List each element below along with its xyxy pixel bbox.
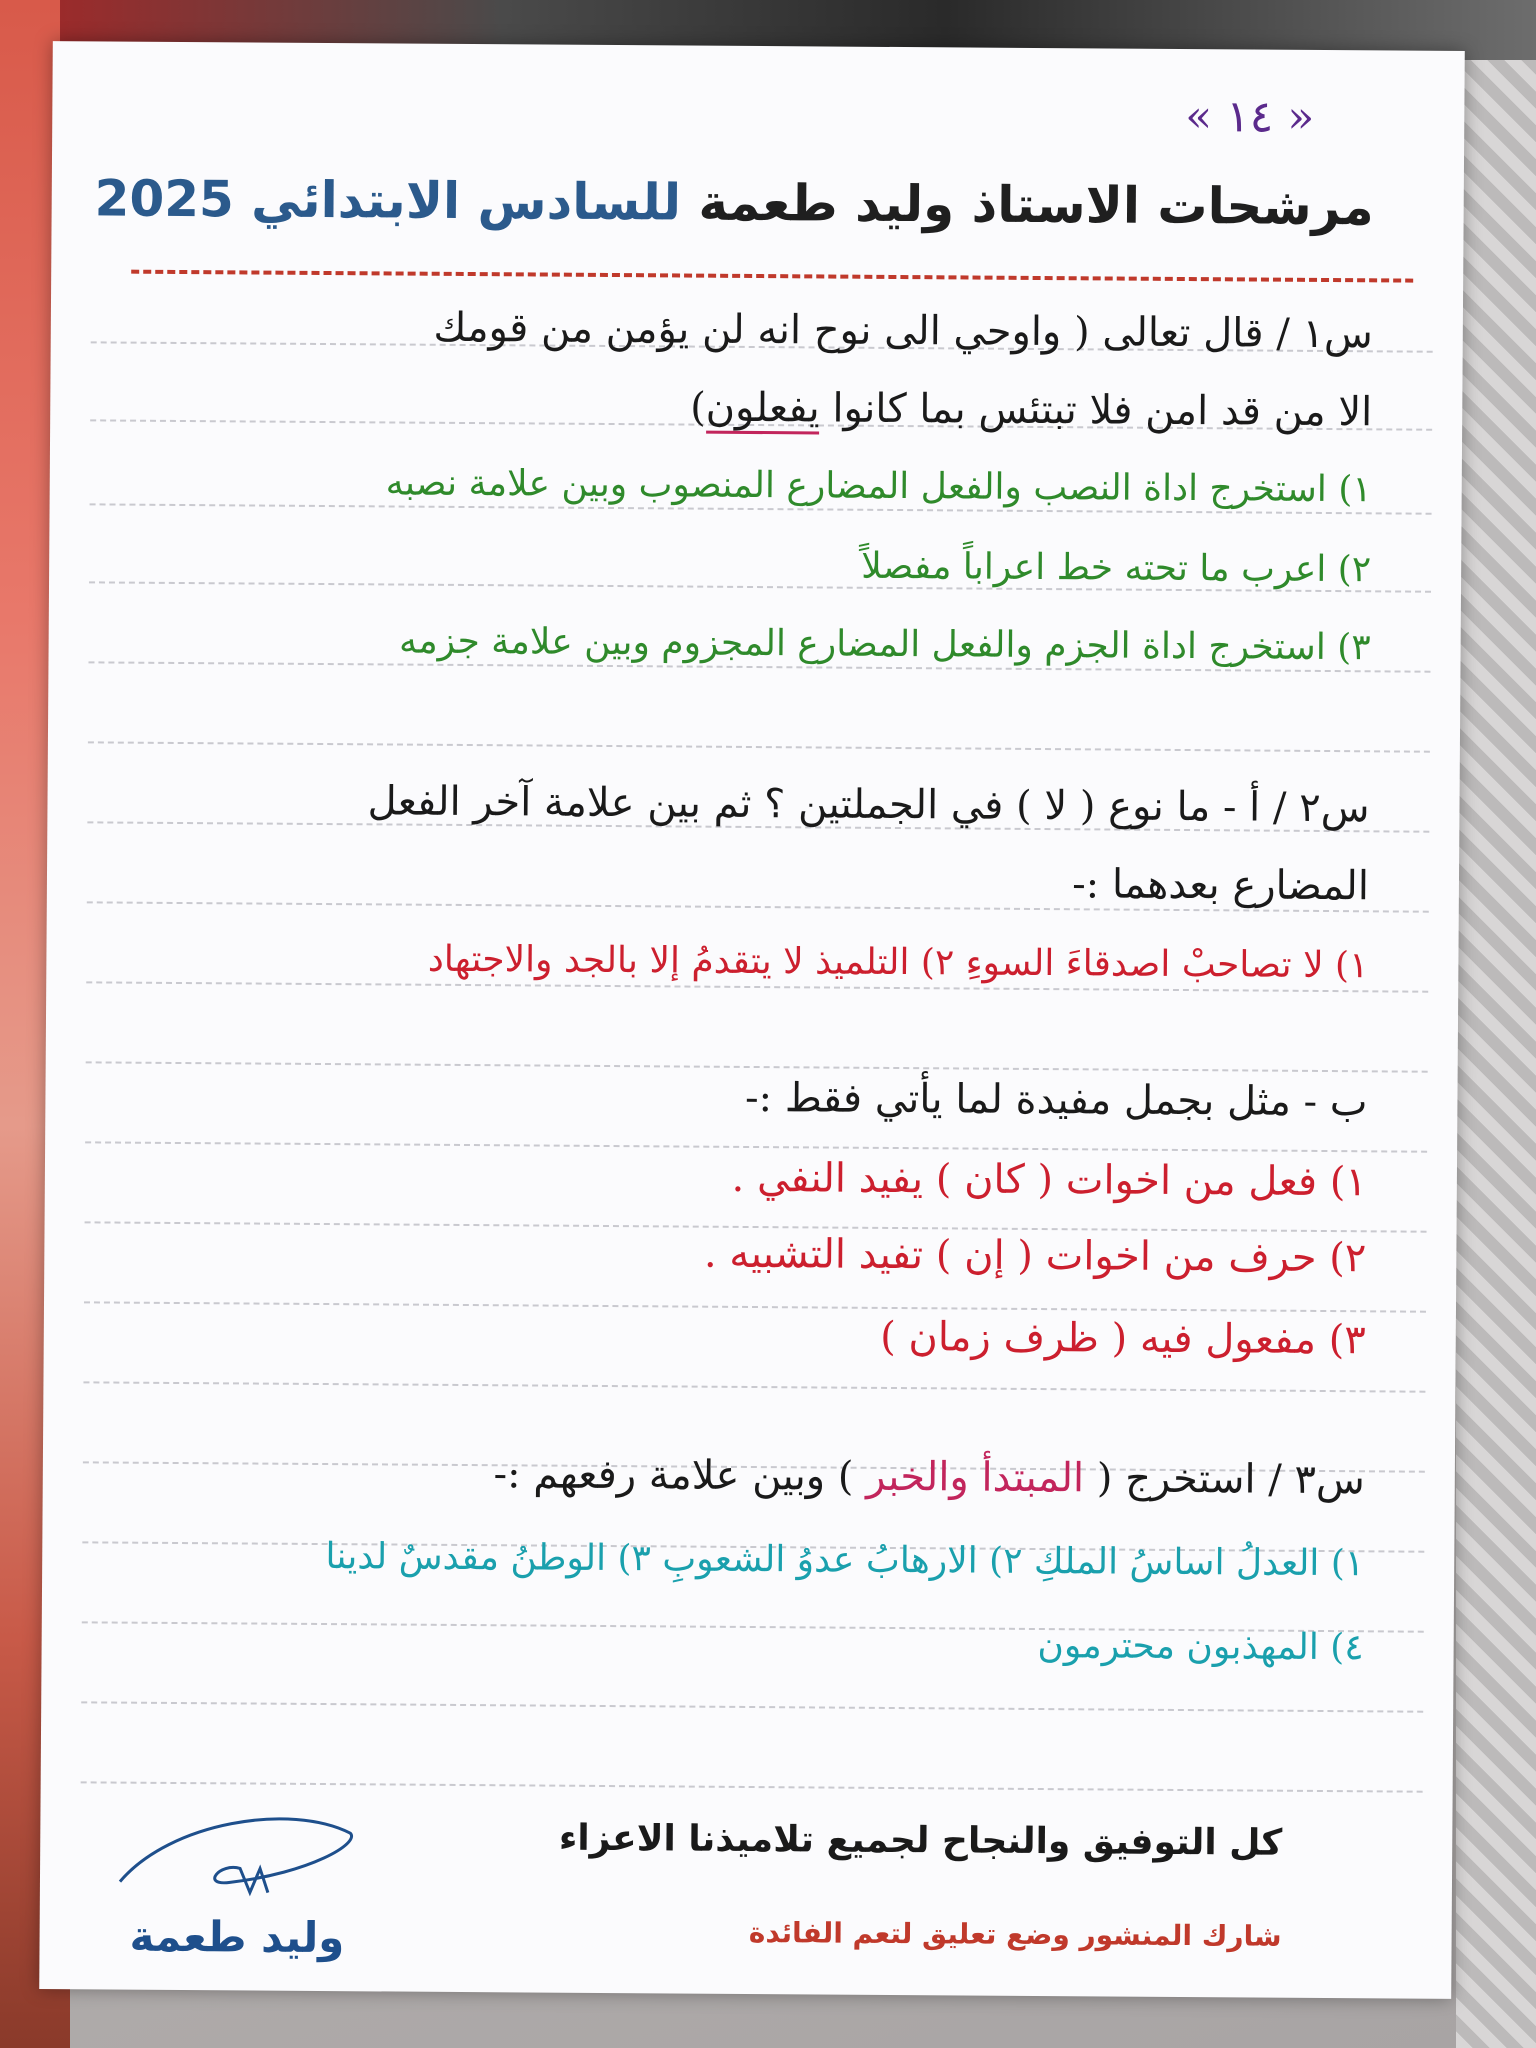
- q2-b2: ٢) حرف من اخوات ( إن ) تفيد التشبيه .: [703, 1230, 1367, 1282]
- signature-scribble-icon: [110, 1802, 371, 1914]
- q3-suffix: ) وبين علامة رفعهم :-: [493, 1451, 867, 1500]
- ruled-line: [81, 1781, 1423, 1792]
- paper-sheet: [39, 41, 1465, 1999]
- q2-part-b: ب - مثل بجمل مفيدة لما يأتي فقط :-: [744, 1074, 1368, 1126]
- q3-line: [85, 1449, 1365, 1502]
- q2-sentences: ١) لا تصاحبْ اصدقاءَ السوءِ ٢) التلميذ لا يتقدمُ إلا بالجد والاجتهاد: [427, 938, 1369, 987]
- q3-items1: ١) العدلُ اساسُ الملكِ ٢) الارهابُ عدوُ الشعوبِ ٣) الوطنُ مقدسٌ لدينا: [325, 1536, 1365, 1585]
- signature-name: وليد طعمة: [129, 1911, 345, 1963]
- q1-item1: ١) استخرج اداة النصب والفعل المضارع المنصوب وبين علامة نصبه: [385, 462, 1372, 511]
- q3-highlight: المبتدأ والخبر: [866, 1453, 1085, 1502]
- ruled-line: [83, 1381, 1425, 1392]
- footer-share: شارك المنشور وضع تعليق لتعم الفائدة: [748, 1916, 1282, 1953]
- q1-line1: س١ / قال تعالى ( واوحي الى نوح انه لن يؤمن من قومك: [433, 304, 1373, 358]
- page-title: [74, 169, 1374, 236]
- title-main: مرشحات الاستاذ وليد طعمة: [698, 173, 1374, 237]
- ruled-line: [85, 1141, 1427, 1152]
- title-divider: [131, 270, 1413, 283]
- q2-b3: ٣) مفعول فيه ( ظرف زمان ): [880, 1313, 1366, 1364]
- q1-line2-start: الا من قد امن فلا تبتئس بما كانوا: [819, 385, 1373, 436]
- q2-b1: ١) فعل من اخوات ( كان ) يفيد النفي .: [731, 1154, 1368, 1206]
- q2-line1: س٢ / أ - ما نوع ( لا ) في الجملتين ؟ ثم بين علامة آخر الفعل: [367, 778, 1370, 832]
- title-sub: للسادس الابتدائي 2025: [94, 169, 682, 232]
- ruled-line: [88, 741, 1430, 752]
- q2-line2: المضارع بعدهما :-: [1072, 861, 1370, 910]
- q3-prefix: س٣ / استخرج (: [1083, 1455, 1365, 1504]
- q1-item3: ٣) استخرج اداة الجزم والفعل المضارع المجزوم وبين علامة جزمه: [398, 620, 1371, 669]
- background-mat: [1456, 60, 1536, 2048]
- q1-line2-end: ): [690, 384, 706, 431]
- page-number: « ١٤ »: [1185, 91, 1315, 143]
- q1-line2: [92, 381, 1372, 434]
- ruled-line: [86, 1061, 1428, 1072]
- ruled-line: [81, 1701, 1423, 1712]
- q1-underlined-word: يفعلون: [706, 385, 820, 435]
- q3-items2: ٤) المهذبون محترمون: [1037, 1625, 1364, 1669]
- footer-message: كل التوفيق والنجاح لجميع تلاميذنا الاعزاء: [558, 1817, 1283, 1864]
- q1-item2: ٢) اعرب ما تحته خط اعراباً مفصلاً: [861, 545, 1372, 591]
